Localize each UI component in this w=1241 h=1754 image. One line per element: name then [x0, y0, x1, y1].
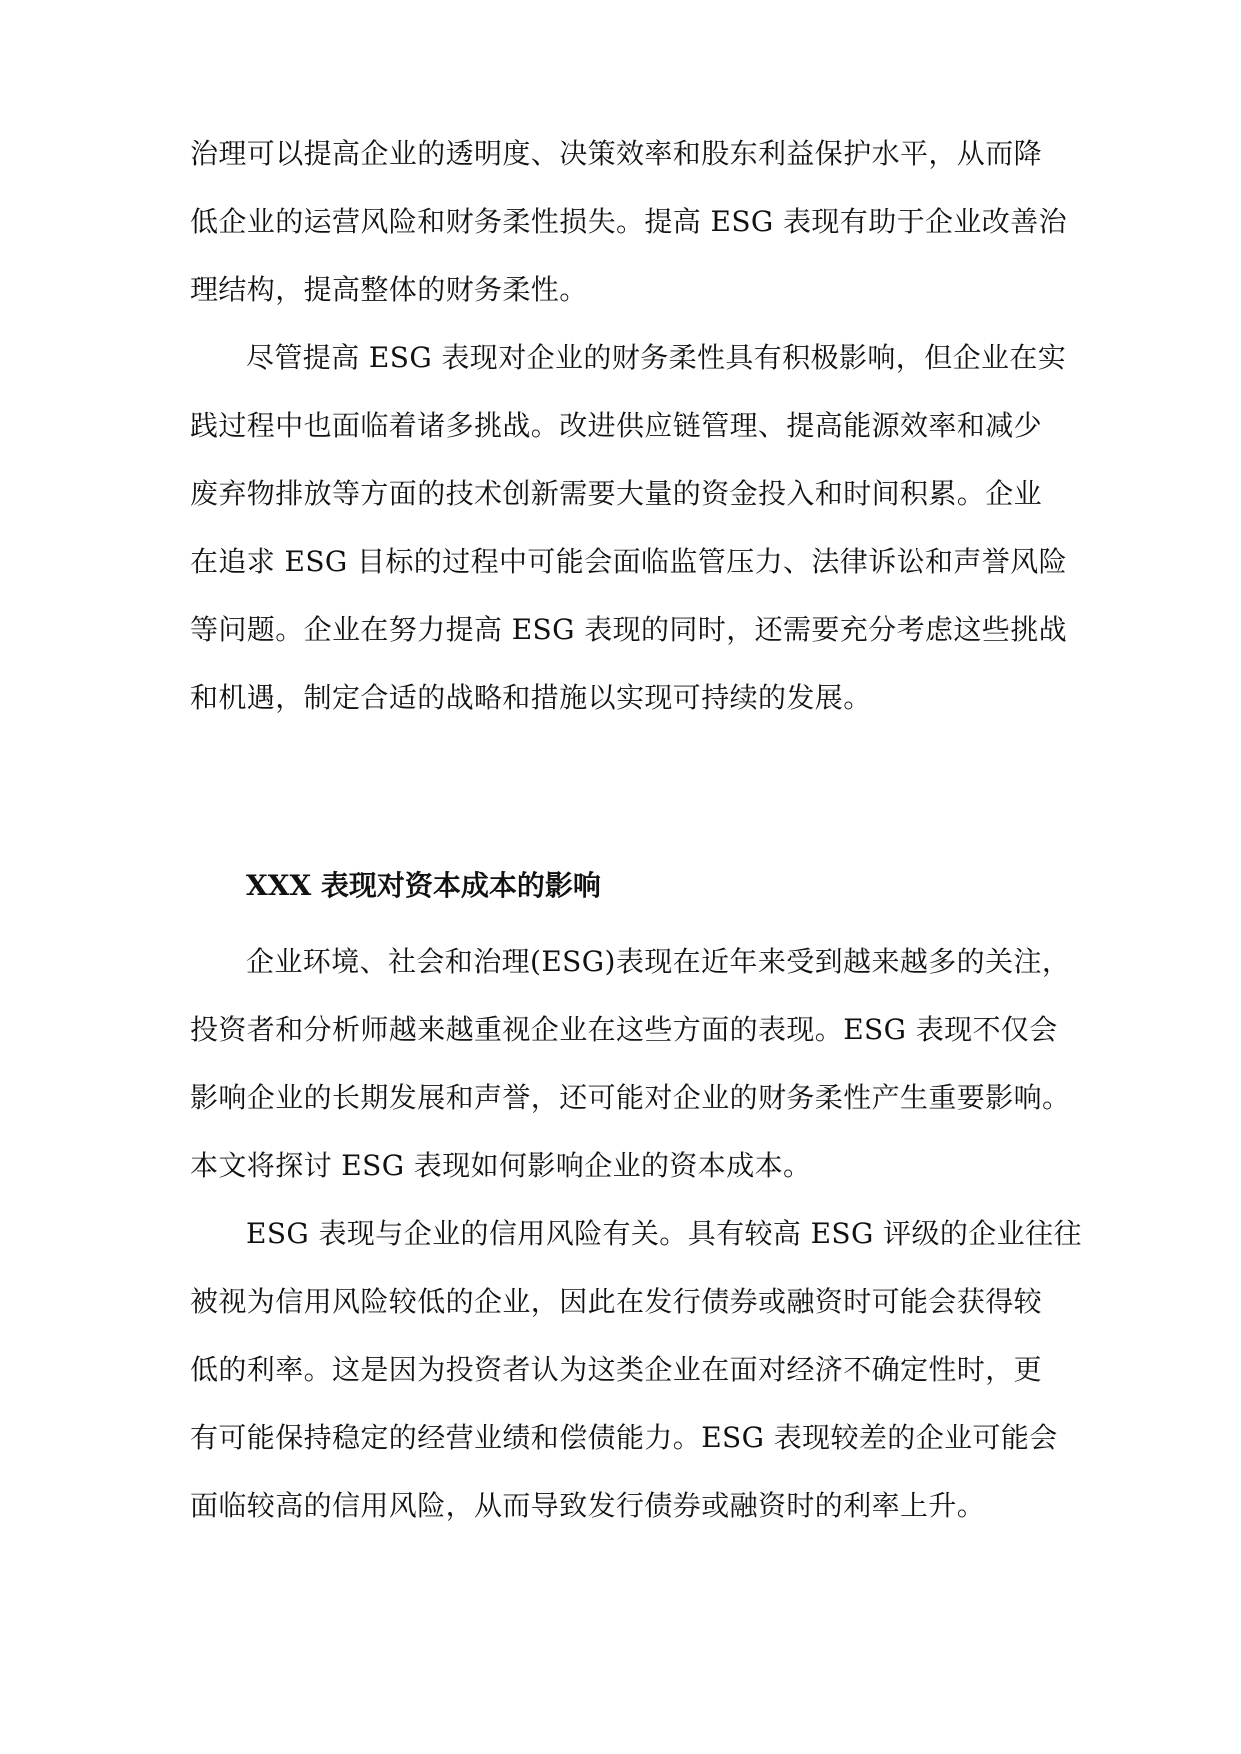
text-line: 低企业的运营风险和财务柔性损失。提高 ESG 表现有助于企业改善治 — [190, 205, 1067, 238]
text-line: 在追求 ESG 目标的过程中可能会面临监管压力、法律诉讼和声誉风险 — [190, 545, 1067, 578]
section-heading: XXX 表现对资本成本的影响 — [246, 869, 601, 902]
text-line: 投资者和分析师越来越重视企业在这些方面的表现。ESG 表现不仅会 — [190, 1013, 1058, 1046]
text-line: 理结构，提高整体的财务柔性。 — [190, 273, 588, 306]
paragraph-challenges — [190, 324, 1067, 732]
text-line: 被视为信用风险较低的企业，因此在发行债券或融资时可能会获得较 — [190, 1285, 1043, 1318]
text-line: 有可能保持稳定的经营业绩和偿债能力。ESG 表现较差的企业可能会 — [190, 1421, 1058, 1454]
text-line: 践过程中也面临着诸多挑战。改进供应链管理、提高能源效率和减少 — [190, 409, 1043, 442]
text-line: 低的利率。这是因为投资者认为这类企业在面对经济不确定性时，更 — [190, 1353, 1043, 1386]
text-line: 影响企业的长期发展和声誉，还可能对企业的财务柔性产生重要影响。 — [190, 1081, 1071, 1114]
text-line: 废弃物排放等方面的技术创新需要大量的资金投入和时间积累。企业 — [190, 477, 1043, 510]
text-line: 企业环境、社会和治理(ESG)表现在近年来受到越来越多的关注， — [246, 945, 1071, 978]
text-line: 尽管提高 ESG 表现对企业的财务柔性具有积极影响，但企业在实 — [246, 341, 1067, 374]
paragraph-esg-attention — [190, 928, 1071, 1200]
text-line: ESG 表现与企业的信用风险有关。具有较高 ESG 评级的企业往往 — [246, 1217, 1082, 1250]
paragraph-credit-risk — [190, 1200, 1082, 1540]
text-line: 面临较高的信用风险，从而导致发行债券或融资时的利率上升。 — [190, 1489, 986, 1522]
paragraph-governance-continuation — [190, 120, 1067, 324]
text-line: 本文将探讨 ESG 表现如何影响企业的资本成本。 — [190, 1149, 812, 1182]
text-line: 治理可以提高企业的透明度、决策效率和股东利益保护水平，从而降 — [190, 137, 1043, 170]
text-line: 和机遇，制定合适的战略和措施以实现可持续的发展。 — [190, 681, 872, 714]
text-line: 等问题。企业在努力提高 ESG 表现的同时，还需要充分考虑这些挑战 — [190, 613, 1067, 646]
